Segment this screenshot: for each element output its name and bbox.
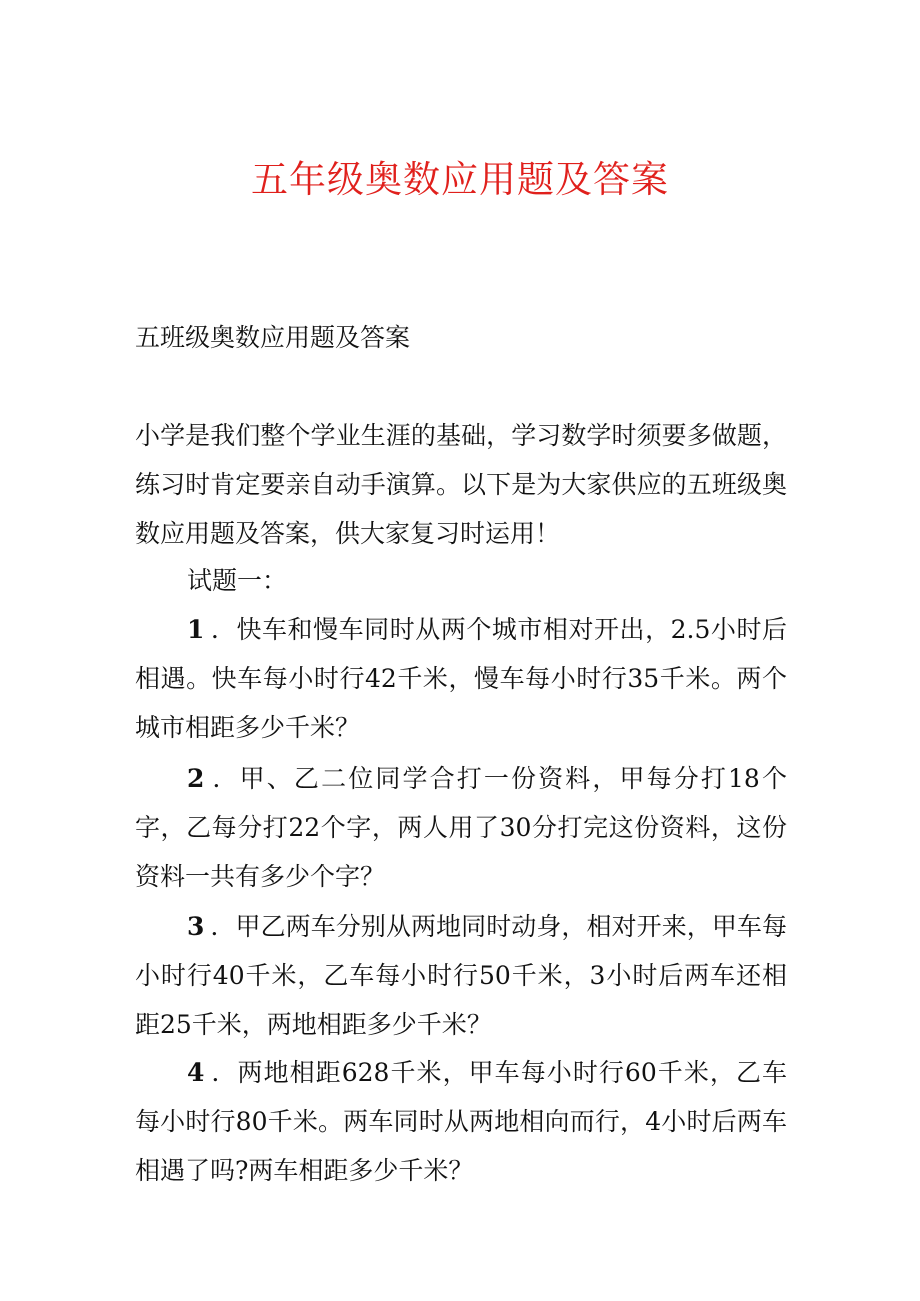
question-2 <box>135 754 787 901</box>
question-3 <box>135 902 787 1049</box>
question-text: 甲乙两车分别从两地同时动身，相对开来，甲车每小时行40千米，乙车每小时行50千米，3小时后两车还相距25千米，两地相距多少千米？ <box>135 912 787 1039</box>
question-text: 甲、乙二位同学合打一份资料，甲每分打18个字，乙每分打22个字，两人用了30分打完这份资料，这份资料一共有多少个字？ <box>135 764 787 891</box>
question-number: 3 <box>187 912 205 941</box>
question-text: 快车和慢车同时从两个城市相对开出，2.5小时后相遇。快车每小时行42千米，慢车每小时行35千米。两个城市相距多少千米？ <box>135 615 787 742</box>
intro-paragraph: 小学是我们整个学业生涯的基础，学习数学时须要多做题，练习时肯定要亲自动手演算。以下是为大家供应的五班级奥数应用题及答案，供大家复习时运用！ <box>135 421 787 548</box>
document-subtitle: 五班级奥数应用题及答案 <box>135 323 411 352</box>
question-number: 4 <box>187 1058 205 1087</box>
question-4 <box>135 1048 787 1195</box>
question-separator: ． <box>210 764 240 793</box>
document-title: 五年级奥数应用题及答案 <box>251 158 669 201</box>
question-text: 两地相距628千米，甲车每小时行60千米，乙车每小时行80千米。两车同时从两地相向而行，4小时后两车相遇了吗?两车相距多少千米？ <box>135 1058 787 1185</box>
question-separator: ． <box>210 1058 238 1087</box>
question-separator: ． <box>210 615 237 644</box>
question-number: 1 <box>187 615 205 644</box>
section-label: 试题一： <box>187 566 288 595</box>
question-separator: ． <box>210 912 236 941</box>
question-1 <box>135 605 787 752</box>
question-number: 2 <box>187 764 205 793</box>
